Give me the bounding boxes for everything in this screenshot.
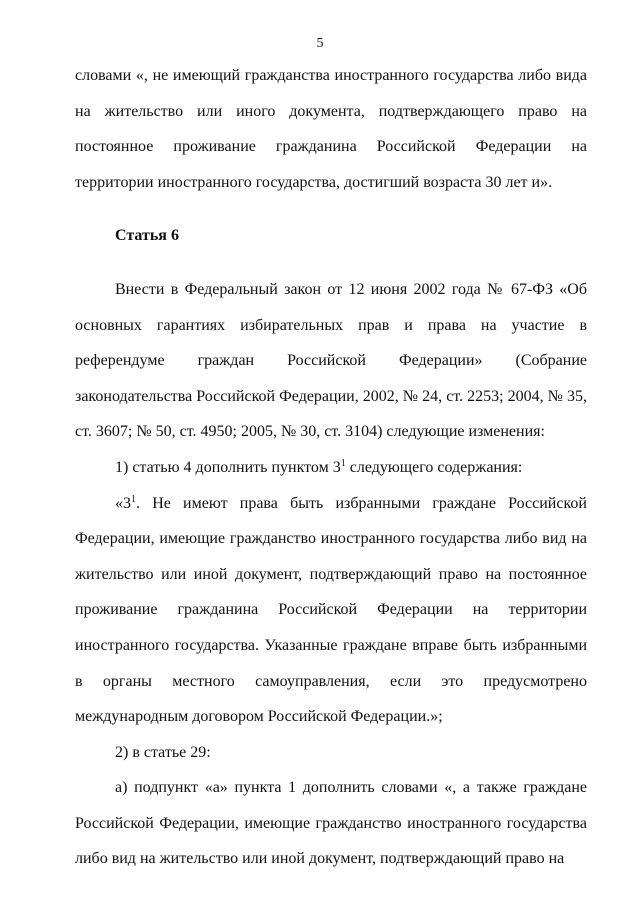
quote-prefix: «3 bbox=[115, 494, 131, 512]
document-body bbox=[75, 58, 587, 877]
paragraph-quote bbox=[75, 486, 587, 735]
paragraph-continuation: словами «, не имеющий гражданства иностранного государства либо вида на жительство или иного документа, подтверждающего право на постоянное проживание гражданина Российской Федерации на территории иностранного государства, достигший возраста 30 лет и». bbox=[75, 67, 587, 191]
article-heading: Статья 6 bbox=[115, 227, 179, 245]
paragraph-intro: Внести в Федеральный закон от 12 июня 2002 года № 67-ФЗ «Об основных гарантиях избирательных прав и права на участие в референдуме граждан Российской Федерации» (Собрание законодательства Российской Федерации, 2002, № 24, ст. 2253; 2004, № 35, ст. 3607; № 50, ст. 4950; 2005, № 30, ст. 3104) следующие изменения: bbox=[75, 280, 587, 441]
superscript: 1 bbox=[340, 457, 346, 469]
item-1-text: 1) статью 4 дополнить пунктом 3 bbox=[115, 458, 341, 476]
paragraph-item-1 bbox=[75, 450, 587, 486]
paragraph-item-2a: а) подпункт «а» пункта 1 дополнить словами «, а также граждане Российской Федерации, имеющие гражданство иностранного государства либо вид на жительство или иной документ, подтверждающий право на bbox=[75, 779, 587, 868]
paragraph-item-2: 2) в статье 29: bbox=[115, 743, 211, 761]
superscript: 1 bbox=[131, 493, 136, 505]
page-number: 5 bbox=[316, 36, 324, 51]
item-1-text-end: следующего содержания: bbox=[345, 458, 523, 476]
quote-text: . Не имеют права быть избранными граждане Российской Федерации, имеющие гражданство иностранного государства либо вид на жительство или иной документ, подтверждающий право на постоянное проживание гражданина Российской Федерации на территории иностранного государства. Указанные граждане вправе быть избранными в органы местного самоуправления, если это предусмотрено международным договором Российской Федерации.»; bbox=[75, 494, 587, 726]
